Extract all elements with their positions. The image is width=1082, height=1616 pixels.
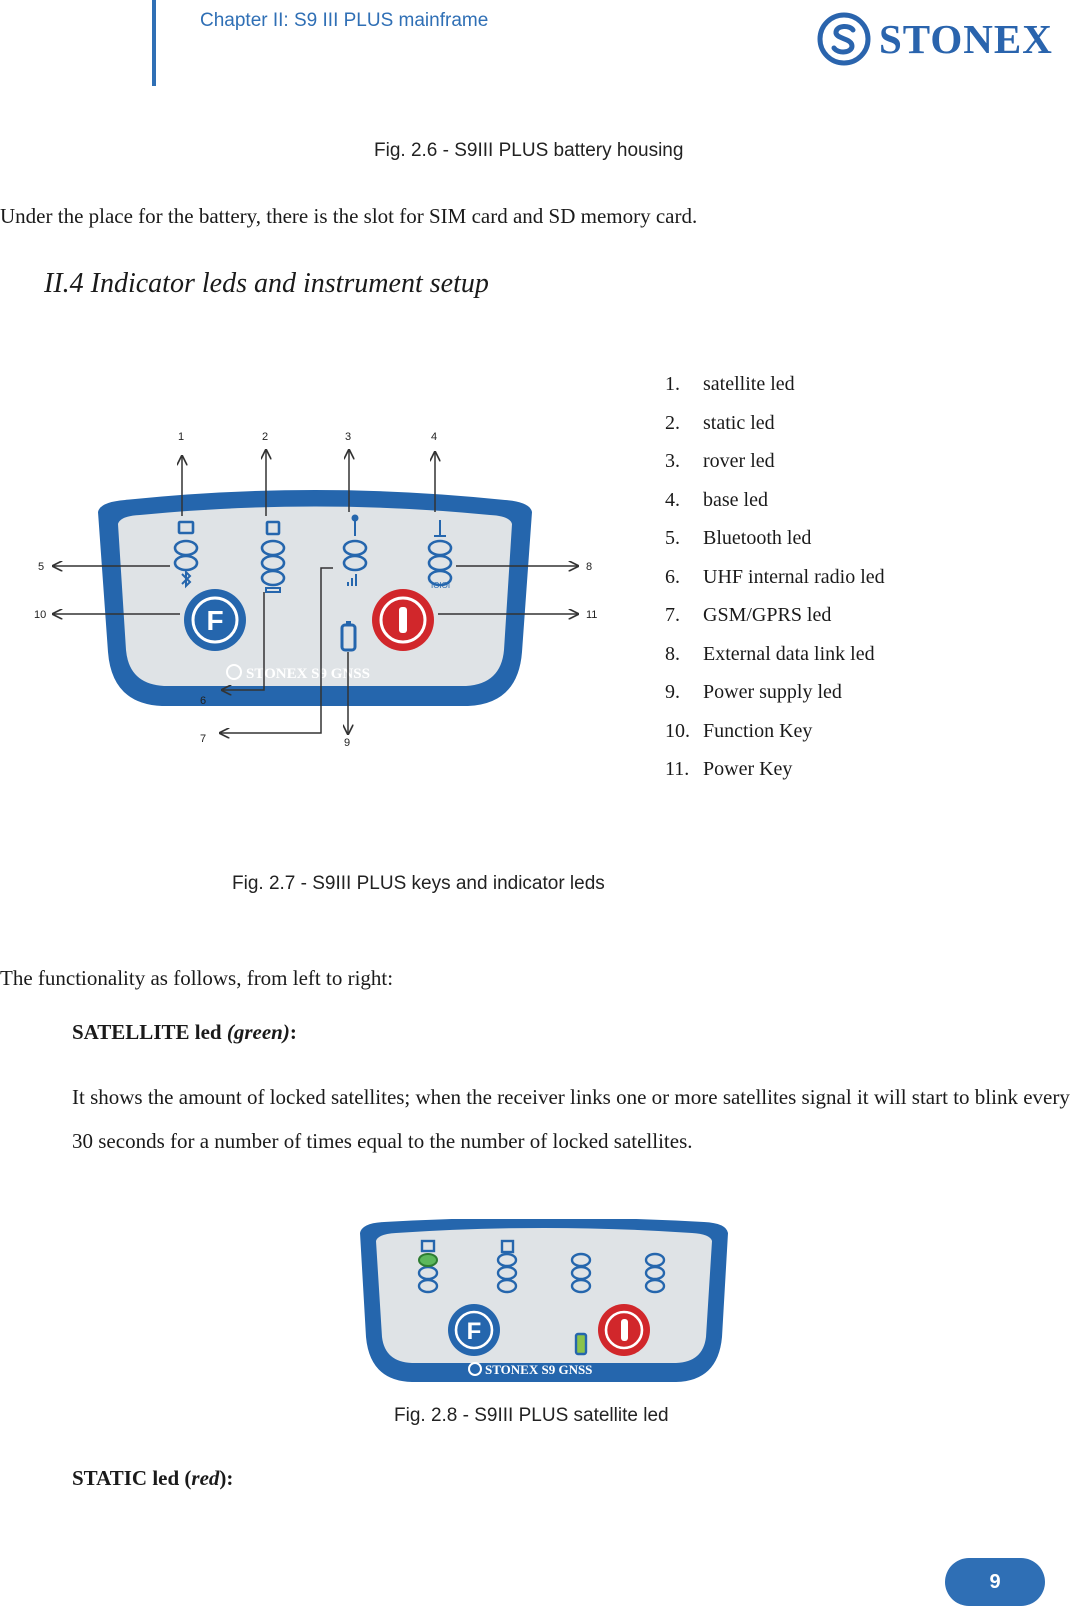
functionality-paragraph: The functionality as follows, from left to right:: [0, 966, 394, 990]
led-list-label: Power Key: [703, 758, 793, 780]
led-list-item: [665, 720, 885, 759]
stonex-logo-mark-icon: [817, 12, 871, 66]
led-list-number: 1.: [665, 373, 680, 395]
page-number: 9: [945, 1558, 1045, 1606]
satellite-led-lit: [419, 1254, 437, 1266]
led-list-label: Bluetooth led: [703, 527, 812, 549]
satellite-heading: [72, 1020, 297, 1045]
fig28-caption: Fig. 2.8 - S9III PLUS satellite led: [394, 1405, 669, 1426]
led-list-item: [665, 681, 885, 720]
led-list-number: 5.: [665, 527, 680, 549]
static-color-word: red: [191, 1466, 220, 1490]
fig27-caption: Fig. 2.7 - S9III PLUS keys and indicator leds: [232, 873, 605, 894]
fig28-brand-label: STONEX S9 GNSS: [485, 1362, 593, 1377]
static-heading-text: STATIC led (: [72, 1466, 192, 1490]
led-list-label: Function Key: [703, 719, 813, 742]
fig27-panel-diagram: [30, 420, 620, 775]
led-list-label: GSM/GPRS led: [703, 604, 832, 626]
led-list-item: [665, 527, 885, 566]
led-list-number: 7.: [665, 604, 680, 626]
led-legend-list: [665, 373, 885, 797]
svg-text:IOIOI: IOIOI: [431, 581, 451, 590]
led-list-number: 8.: [665, 642, 680, 665]
callout-8: 8: [586, 561, 593, 573]
callout-1: 1: [178, 431, 185, 443]
led-list-label: UHF internal radio led: [703, 565, 885, 588]
led-list-number: 3.: [665, 450, 680, 472]
callout-11: 11: [586, 609, 598, 621]
led-list-number: 6.: [665, 565, 680, 588]
fig26-caption: Fig. 2.6 - S9III PLUS battery housing: [374, 140, 684, 161]
logo-wordmark: STONEX: [879, 16, 1053, 62]
callout-3: 3: [345, 431, 352, 443]
led-list-item: [665, 758, 885, 797]
led-list-item: [665, 604, 885, 643]
led-list-item: [665, 489, 885, 528]
led-list-label: External data link led: [703, 642, 875, 665]
led-list-item: [665, 373, 885, 412]
section-title: II.4 Indicator leds and instrument setup: [44, 268, 489, 299]
led-list-number: 9.: [665, 681, 680, 703]
led-list-label: satellite led: [703, 373, 795, 395]
fig27-brand-label: STONEX S9 GNSS: [246, 666, 370, 682]
led-list-number: 11.: [665, 758, 690, 780]
callout-6: 6: [200, 695, 207, 707]
led-list-label: rover led: [703, 450, 775, 472]
led-list-item: [665, 566, 885, 605]
static-heading-tail: ):: [219, 1466, 234, 1490]
stonex-logo: [817, 10, 1079, 68]
callout-5: 5: [38, 561, 45, 573]
chapter-title: Chapter II: S9 III PLUS mainframe: [200, 10, 489, 31]
panel-inner: [118, 507, 512, 687]
satellite-heading-text: SATELLITE led: [72, 1020, 222, 1044]
led-list-label: static led: [703, 411, 775, 434]
led-list-item: [665, 412, 885, 451]
led-list-number: 4.: [665, 488, 680, 511]
svg-text:F: F: [206, 605, 224, 636]
led-list-label: base led: [703, 488, 768, 511]
led-list-item: [665, 450, 885, 489]
callout-2: 2: [262, 431, 269, 443]
callout-7: 7: [200, 733, 207, 745]
static-heading: [72, 1466, 233, 1491]
svg-text:F: F: [466, 1318, 482, 1345]
callout-10: 10: [34, 609, 47, 621]
satellite-colon: :: [289, 1020, 297, 1044]
led-list-label: Power supply led: [703, 681, 842, 703]
satellite-color-word: (green): [226, 1020, 290, 1044]
battery-paragraph: Under the place for the battery, there is the slot for SIM card and SD memory card.: [0, 204, 698, 228]
led-list-number: 2.: [665, 411, 680, 434]
satellite-description: It shows the amount of locked satellites; when the receiver links one or more satellites signal it will start to blink every 30 seconds for a number of times equal to the number of locked satellites.: [72, 1085, 1070, 1153]
callout-4: 4: [431, 431, 438, 443]
led-list-item: [665, 643, 885, 682]
fig28-satellite-led-diagram: [358, 1219, 730, 1384]
led-list-number: 10.: [665, 719, 690, 742]
callout-9: 9: [344, 737, 351, 749]
header-divider: [152, 0, 156, 86]
